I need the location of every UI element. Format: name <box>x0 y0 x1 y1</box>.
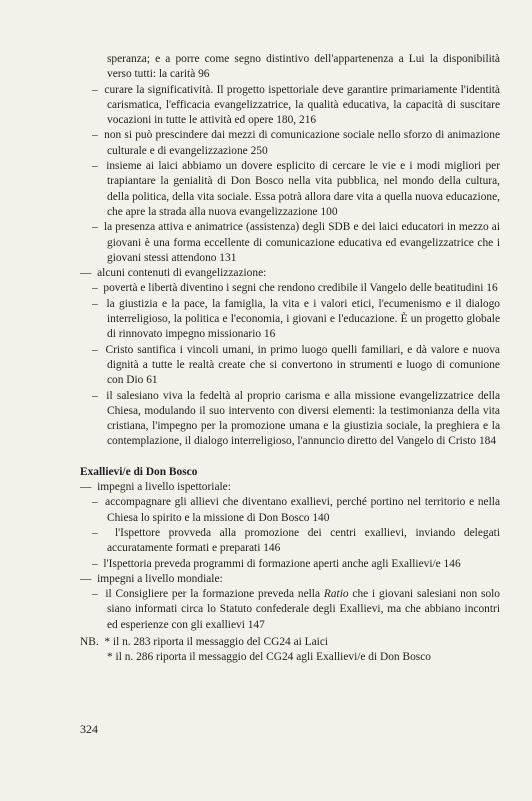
list-item: – accompagnare gli allievi che diventano exallievi, perché portino nel territorio e nella Chiesa lo spirito e la missione di Don Bosco 140 <box>92 496 500 524</box>
list-item: – l'Ispettoria preveda programmi di formazione aperti anche agli Exallievi/e 146 <box>92 557 461 570</box>
list-item: – il Consigliere per la formazione preveda nella Ratio che i giovani salesiani non solo siano informati circa lo Statuto confederale degli Exallievi, ma che abbiano incontri ed esperienze con gli exallievi 147 <box>92 588 500 631</box>
list-item: – Cristo santifica i vincoli umani, in primo luogo quelli familiari, e dà valore e nuova dignità a tutte le realtà create che si convertono in strumenti e luogo di comunione con Dio 61 <box>92 343 500 387</box>
list-item: – la presenza attiva e animatrice (assistenza) degli SDB e dei laici educatori in mezzo ai giovani è una forma eccellente di comunicazione educativa ed evangelizzatrice che i giovani stessi attendono 131 <box>92 221 500 264</box>
nb-note: NB. * il n. 283 riporta il messaggio del CG24 ai Laici <box>80 635 329 648</box>
list-item: – insieme ai laici abbiamo un dovere esplicito di cercare le vie e i modi migliori per trapiantare la genialità di Don Bosco nella vita pubblica, nel mondo della cultura, della politica, della vita sociale. Essa potrà allora dare vita a quella nuova educazione, che apre la strada alla nuova evangelizzazione 100 <box>92 160 500 218</box>
italic-term: Ratio <box>323 588 349 601</box>
list-item: – il salesiano viva la fedeltà al proprio carisma e alla missione evangelizzatrice della Chiesa, modulando il suo intervento con diversi elementi: la testimonianza della vita cristiana, l'impegno per la promozione umana e la giustizia sociale, la preghiera e la contemplazione, il dialogo interreligioso, l'annuncio diretto del Vangelo di Cristo 184 <box>92 389 500 448</box>
list-item: – la giustizia e la pace, la famiglia, la vita e i valori etici, l'ecumenismo e il dialogo interreligioso, la politica e l'economia, i giovani e l'educazione. È un progetto globale di rinnovato impegno missionario 16 <box>92 297 500 341</box>
continuation-paragraph: speranza; e a porre come segno distintivo dell'appartenenza a Lui la disponibilità verso tutti: la carità 96 <box>107 53 500 81</box>
nb-note: * il n. 286 riporta il messaggio del CG24 agli Exallievi/e di Don Bosco <box>107 651 431 664</box>
page-body <box>80 52 500 666</box>
list-item: – curare la significatività. Il progetto ispettoriale deve garantire primariamente l'identità carismatica, l'efficacia evangelizzatrice, la qualità educativa, la capacità di suscitare vocazioni in tutte le attività ed opere 180, 216 <box>92 83 500 127</box>
group-title: — impegni a livello ispettoriale: <box>80 481 231 494</box>
section-heading: Exallievi/e di Don Bosco <box>80 465 198 478</box>
list-item: – povertà e libertà diventino i segni che rendono credibile il Vangelo delle beatitudini 16 <box>92 282 498 295</box>
list-item: – non si può prescindere dai mezzi di comunicazione sociale nello sforzo di animazione culturale e di evangelizzazione 250 <box>92 129 500 157</box>
nb-label: NB. <box>80 635 99 648</box>
group-title: — impegni a livello mondiale: <box>80 572 223 585</box>
list-item: – l'Ispettore provveda alla promozione dei centri exallievi, inviando delegati accuratamente formati e preparati 146 <box>92 526 500 555</box>
page-number: 324 <box>80 722 98 736</box>
group-title: — alcuni contenuti di evangelizzazione: <box>80 267 267 280</box>
